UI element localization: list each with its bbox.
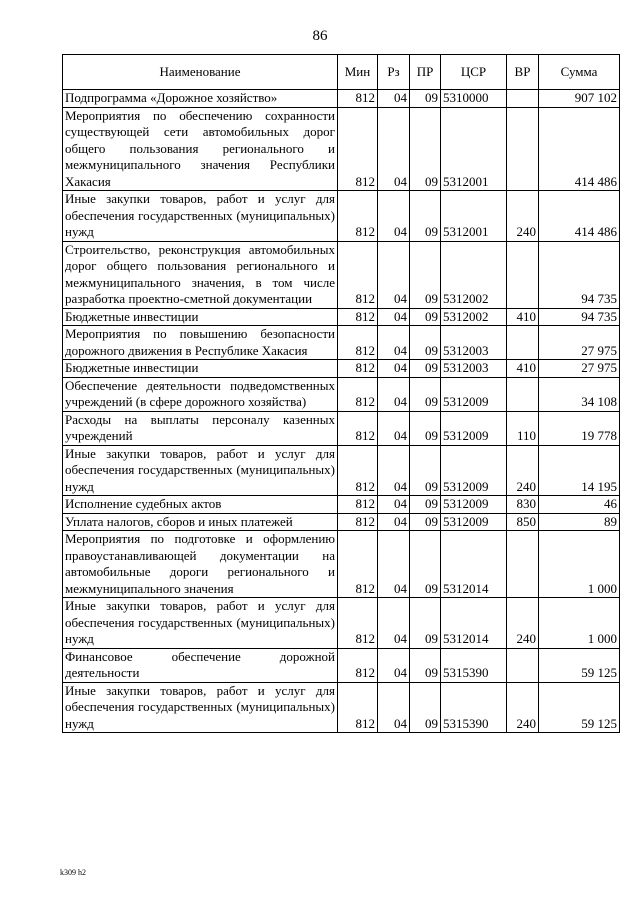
cell-csr: 5315390 — [441, 682, 507, 733]
cell-vr — [507, 107, 539, 191]
table-row — [63, 513, 620, 531]
cell-sum: 1 000 — [539, 531, 620, 598]
cell-sum: 19 778 — [539, 411, 620, 445]
cell-sum: 59 125 — [539, 682, 620, 733]
cell-rz: 04 — [378, 360, 410, 378]
page-number: 86 — [312, 28, 328, 44]
cell-csr: 5312002 — [441, 241, 507, 308]
cell-pr: 09 — [410, 308, 441, 326]
cell-csr: 5312009 — [441, 411, 507, 445]
cell-csr: 5310000 — [441, 90, 507, 108]
cell-name: Подпрограмма «Дорожное хозяйство» — [63, 90, 338, 108]
cell-vr: 410 — [507, 308, 539, 326]
table-row — [63, 360, 620, 378]
table-row — [63, 377, 620, 411]
cell-vr: 240 — [507, 445, 539, 496]
cell-rz: 04 — [378, 598, 410, 649]
cell-name: Иные закупки товаров, работ и услуг для обеспечения государственных (муниципальных) нужд — [63, 191, 338, 242]
cell-sum: 59 125 — [539, 648, 620, 682]
cell-csr: 5312009 — [441, 513, 507, 531]
cell-vr — [507, 241, 539, 308]
cell-csr: 5312003 — [441, 360, 507, 378]
cell-min: 812 — [338, 648, 378, 682]
cell-min: 812 — [338, 326, 378, 360]
cell-name: Уплата налогов, сборов и иных платежей — [63, 513, 338, 531]
budget-table — [62, 54, 620, 733]
table-body — [63, 90, 620, 733]
table-row — [63, 496, 620, 514]
cell-pr: 09 — [410, 531, 441, 598]
cell-csr: 5315390 — [441, 648, 507, 682]
cell-min: 812 — [338, 377, 378, 411]
cell-name: Мероприятия по обеспечению сохранности существующей сети автомобильных дорог общего пользования регионального и межмуниципального значения Республики Хакасия — [63, 107, 338, 191]
cell-csr: 5312009 — [441, 496, 507, 514]
header-pr: ПР — [410, 55, 441, 90]
cell-sum: 414 486 — [539, 107, 620, 191]
cell-pr: 09 — [410, 191, 441, 242]
header-csr: ЦСР — [441, 55, 507, 90]
table-row — [63, 308, 620, 326]
cell-rz: 04 — [378, 513, 410, 531]
cell-min: 812 — [338, 360, 378, 378]
cell-csr: 5312002 — [441, 308, 507, 326]
cell-name: Расходы на выплаты персоналу казенных учреждений — [63, 411, 338, 445]
cell-name: Бюджетные инвестиции — [63, 308, 338, 326]
cell-sum: 46 — [539, 496, 620, 514]
cell-sum: 1 000 — [539, 598, 620, 649]
cell-name: Бюджетные инвестиции — [63, 360, 338, 378]
table-row — [63, 107, 620, 191]
cell-min: 812 — [338, 445, 378, 496]
cell-csr: 5312014 — [441, 531, 507, 598]
cell-rz: 04 — [378, 308, 410, 326]
cell-vr: 240 — [507, 682, 539, 733]
cell-pr: 09 — [410, 360, 441, 378]
cell-pr: 09 — [410, 648, 441, 682]
cell-vr: 240 — [507, 191, 539, 242]
cell-pr: 09 — [410, 513, 441, 531]
cell-sum: 94 735 — [539, 308, 620, 326]
table-row — [63, 191, 620, 242]
cell-min: 812 — [338, 531, 378, 598]
cell-name: Финансовое обеспечение дорожной деятельности — [63, 648, 338, 682]
cell-sum: 34 108 — [539, 377, 620, 411]
cell-name: Иные закупки товаров, работ и услуг для обеспечения государственных (муниципальных) нужд — [63, 445, 338, 496]
cell-min: 812 — [338, 411, 378, 445]
cell-pr: 09 — [410, 107, 441, 191]
header-min: Мин — [338, 55, 378, 90]
cell-pr: 09 — [410, 411, 441, 445]
cell-sum: 94 735 — [539, 241, 620, 308]
cell-rz: 04 — [378, 411, 410, 445]
cell-sum: 89 — [539, 513, 620, 531]
cell-rz: 04 — [378, 191, 410, 242]
cell-rz: 04 — [378, 648, 410, 682]
cell-min: 812 — [338, 598, 378, 649]
header-rz: Рз — [378, 55, 410, 90]
table-row — [63, 531, 620, 598]
cell-vr: 110 — [507, 411, 539, 445]
cell-vr — [507, 531, 539, 598]
cell-vr — [507, 90, 539, 108]
cell-pr: 09 — [410, 598, 441, 649]
table-row — [63, 241, 620, 308]
table-row — [63, 648, 620, 682]
header-vr: ВР — [507, 55, 539, 90]
cell-name: Исполнение судебных актов — [63, 496, 338, 514]
cell-sum: 907 102 — [539, 90, 620, 108]
cell-vr: 830 — [507, 496, 539, 514]
cell-csr: 5312001 — [441, 191, 507, 242]
cell-rz: 04 — [378, 90, 410, 108]
cell-pr: 09 — [410, 496, 441, 514]
cell-rz: 04 — [378, 682, 410, 733]
cell-sum: 414 486 — [539, 191, 620, 242]
cell-pr: 09 — [410, 377, 441, 411]
cell-min: 812 — [338, 191, 378, 242]
cell-min: 812 — [338, 241, 378, 308]
cell-sum: 27 975 — [539, 326, 620, 360]
cell-pr: 09 — [410, 326, 441, 360]
cell-sum: 27 975 — [539, 360, 620, 378]
cell-pr: 09 — [410, 241, 441, 308]
cell-pr: 09 — [410, 682, 441, 733]
cell-vr — [507, 648, 539, 682]
cell-vr: 240 — [507, 598, 539, 649]
cell-name: Иные закупки товаров, работ и услуг для обеспечения государственных (муниципальных) нужд — [63, 598, 338, 649]
cell-csr: 5312003 — [441, 326, 507, 360]
cell-csr: 5312014 — [441, 598, 507, 649]
cell-min: 812 — [338, 90, 378, 108]
cell-pr: 09 — [410, 445, 441, 496]
cell-min: 812 — [338, 308, 378, 326]
table-row — [63, 90, 620, 108]
cell-vr: 410 — [507, 360, 539, 378]
cell-csr: 5312009 — [441, 377, 507, 411]
cell-rz: 04 — [378, 326, 410, 360]
header-sum: Сумма — [539, 55, 620, 90]
cell-rz: 04 — [378, 445, 410, 496]
cell-min: 812 — [338, 513, 378, 531]
table-row — [63, 411, 620, 445]
cell-min: 812 — [338, 496, 378, 514]
cell-min: 812 — [338, 107, 378, 191]
cell-name: Мероприятия по подготовке и оформлению правоустанавливающей документации на автомобильные дороги регионального и межмуниципального значения — [63, 531, 338, 598]
cell-vr: 850 — [507, 513, 539, 531]
cell-vr — [507, 377, 539, 411]
cell-rz: 04 — [378, 241, 410, 308]
table-row — [63, 326, 620, 360]
cell-name: Обеспечение деятельности подведомственных учреждений (в сфере дорожного хозяйства) — [63, 377, 338, 411]
cell-rz: 04 — [378, 496, 410, 514]
cell-csr: 5312001 — [441, 107, 507, 191]
cell-sum: 14 195 — [539, 445, 620, 496]
cell-pr: 09 — [410, 90, 441, 108]
table-header-row — [63, 55, 620, 90]
header-name: Наименование — [63, 55, 338, 90]
table-row — [63, 682, 620, 733]
cell-name: Мероприятия по повышению безопасности дорожного движения в Республике Хакасия — [63, 326, 338, 360]
cell-rz: 04 — [378, 531, 410, 598]
cell-rz: 04 — [378, 107, 410, 191]
cell-csr: 5312009 — [441, 445, 507, 496]
cell-name: Строительство, реконструкция автомобильных дорог общего пользования регионального и межмуниципального значения, в том числе разработка проектно-сметной документации — [63, 241, 338, 308]
table-row — [63, 598, 620, 649]
cell-name: Иные закупки товаров, работ и услуг для обеспечения государственных (муниципальных) нужд — [63, 682, 338, 733]
cell-min: 812 — [338, 682, 378, 733]
footer-code: k309 h2 — [60, 868, 86, 877]
cell-rz: 04 — [378, 377, 410, 411]
cell-vr — [507, 326, 539, 360]
table-row — [63, 445, 620, 496]
